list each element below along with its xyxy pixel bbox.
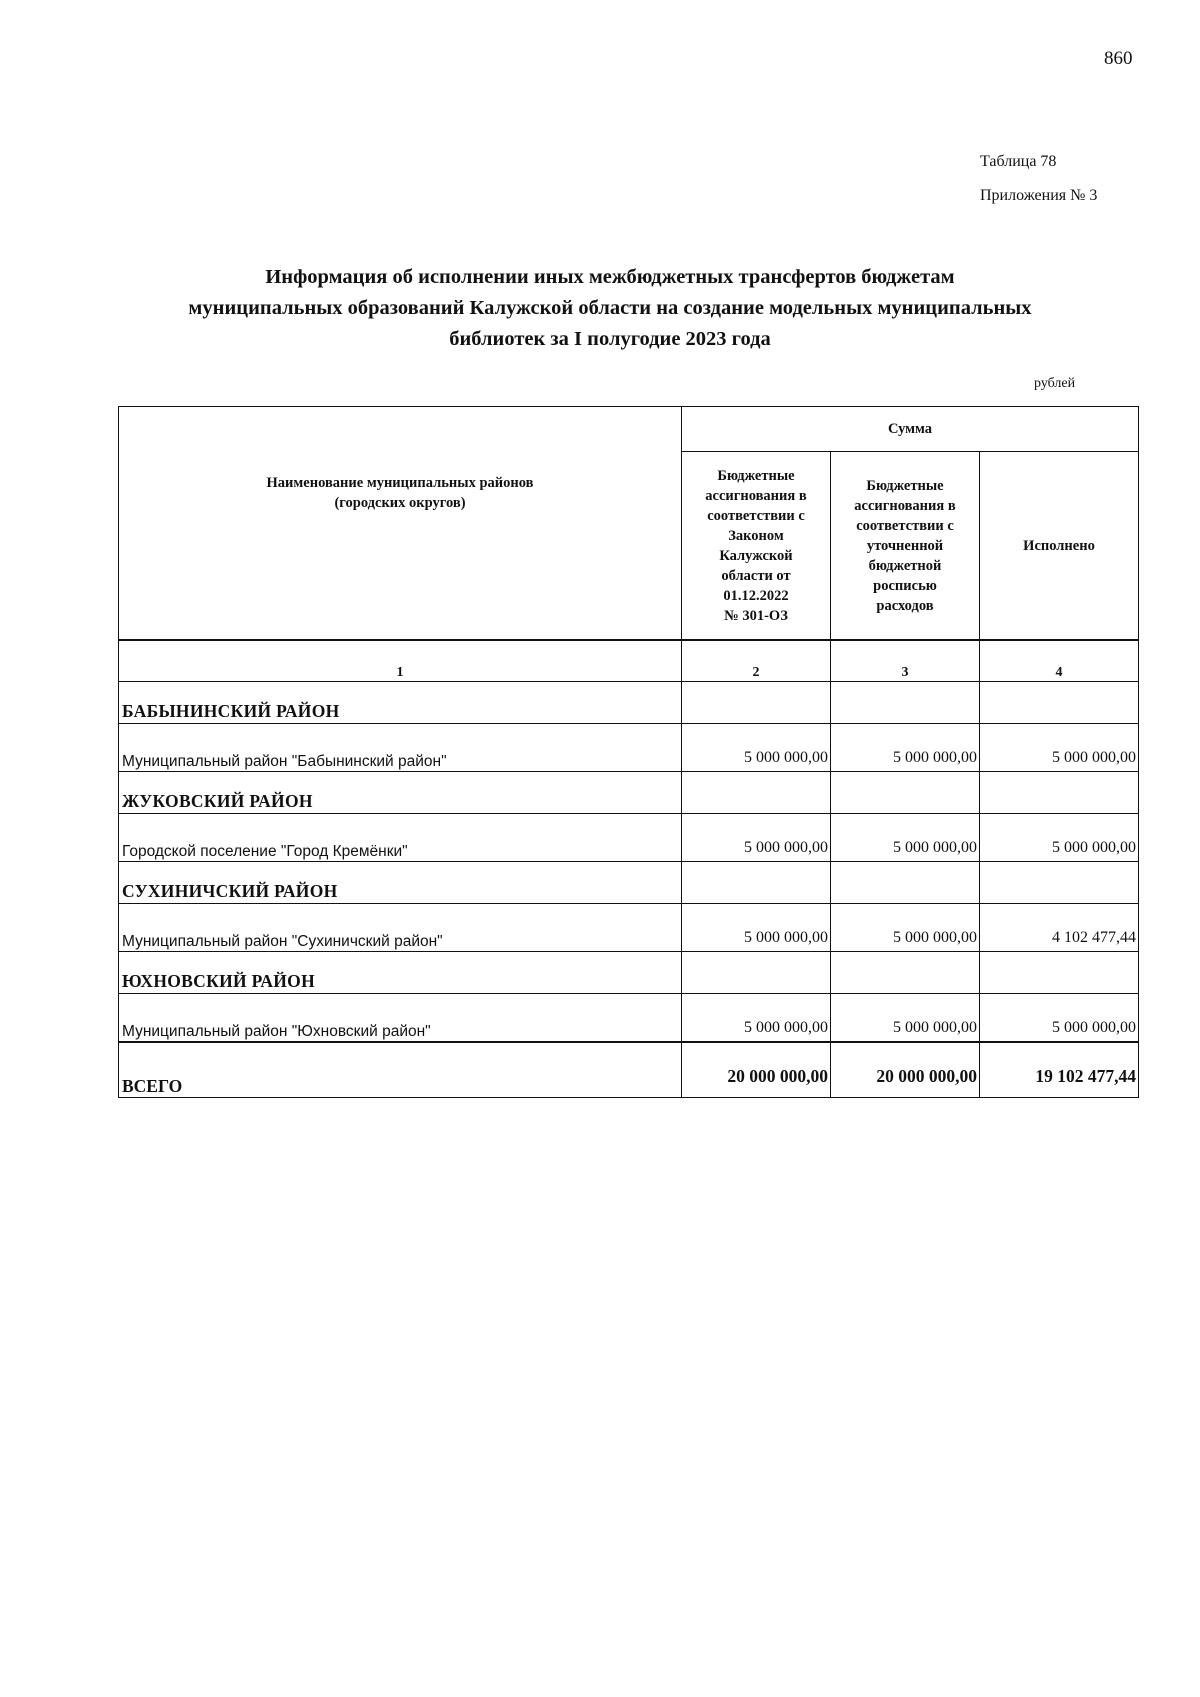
header-sum: Сумма [682, 407, 1139, 452]
header-col-law [682, 452, 831, 641]
entity-row [119, 904, 1139, 952]
entity-row [119, 724, 1139, 772]
empty-cell [980, 952, 1139, 994]
header-col2-line: Бюджетные [717, 467, 795, 484]
district-name: СУХИНИЧСКИЙ РАЙОН [119, 862, 682, 904]
empty-cell [682, 682, 831, 724]
title-line-2: муниципальных образований Калужской области на создание модельных муниципальных [188, 297, 1032, 319]
value-executed: 5 000 000,00 [980, 814, 1139, 862]
header-col2-line: Калужской [719, 547, 793, 564]
value-law: 5 000 000,00 [682, 994, 831, 1043]
district-name: ЮХНОВСКИЙ РАЙОН [119, 952, 682, 994]
header-col2-line: № 301-ОЗ [724, 607, 788, 624]
title-line-1: Информация об исполнении иных межбюджетных трансфертов бюджетам [265, 266, 955, 288]
value-law: 5 000 000,00 [682, 904, 831, 952]
value-executed: 5 000 000,00 [980, 994, 1139, 1043]
total-label: ВСЕГО [119, 1042, 682, 1098]
header-col3-line: соответствии с [856, 517, 954, 534]
header-col-executed: Исполнено [980, 452, 1139, 641]
value-executed: 4 102 477,44 [980, 904, 1139, 952]
document-title [130, 262, 1090, 355]
entity-name: Муниципальный район "Бабынинский район" [119, 724, 682, 772]
header-col3-line: ассигнования в [854, 497, 956, 514]
header-name-line-2: (городских округов) [334, 495, 466, 511]
header-col3-line: расходов [876, 597, 934, 614]
empty-cell [682, 952, 831, 994]
entity-name: Муниципальный район "Сухиничский район" [119, 904, 682, 952]
district-row [119, 862, 1139, 904]
header-col2-line: ассигнования в [705, 487, 807, 504]
table-reference: Таблица 78 [980, 153, 1057, 170]
header-name-line-1: Наименование муниципальных районов [266, 475, 534, 491]
column-number: 4 [980, 640, 1139, 682]
entity-row [119, 814, 1139, 862]
empty-cell [831, 952, 980, 994]
value-executed: 5 000 000,00 [980, 724, 1139, 772]
entity-row [119, 994, 1139, 1043]
column-number: 3 [831, 640, 980, 682]
entity-name: Муниципальный район "Юхновский район" [119, 994, 682, 1043]
report-table [118, 406, 1139, 1098]
district-row [119, 772, 1139, 814]
total-row [119, 1042, 1139, 1098]
total-law: 20 000 000,00 [682, 1042, 831, 1098]
total-executed: 19 102 477,44 [980, 1042, 1139, 1098]
header-name-column [119, 407, 682, 641]
empty-cell [980, 862, 1139, 904]
column-number: 2 [682, 640, 831, 682]
value-refined: 5 000 000,00 [831, 994, 980, 1043]
empty-cell [682, 772, 831, 814]
header-col2-line: соответствии с [707, 507, 805, 524]
value-law: 5 000 000,00 [682, 724, 831, 772]
units-label: рублей [1034, 376, 1076, 391]
value-law: 5 000 000,00 [682, 814, 831, 862]
header-col2-line: Законом [728, 527, 784, 544]
district-name: БАБЫНИНСКИЙ РАЙОН [119, 682, 682, 724]
entity-name: Городской поселение "Город Кремёнки" [119, 814, 682, 862]
district-row [119, 682, 1139, 724]
empty-cell [831, 862, 980, 904]
value-refined: 5 000 000,00 [831, 814, 980, 862]
district-row [119, 952, 1139, 994]
empty-cell [980, 772, 1139, 814]
header-col2-line: области от [721, 567, 791, 584]
header-col3-line: уточненной [866, 537, 944, 554]
header-row [119, 407, 1139, 452]
header-col3-line: бюджетной [868, 557, 942, 574]
empty-cell [682, 862, 831, 904]
header-col-refined [831, 452, 980, 641]
header-col3-line: росписью [873, 577, 937, 594]
column-numbers-row [119, 640, 1139, 682]
value-refined: 5 000 000,00 [831, 904, 980, 952]
title-line-3: библиотек за I полугодие 2023 года [449, 328, 771, 350]
empty-cell [831, 682, 980, 724]
value-refined: 5 000 000,00 [831, 724, 980, 772]
district-name: ЖУКОВСКИЙ РАЙОН [119, 772, 682, 814]
empty-cell [831, 772, 980, 814]
header-col3-line: Бюджетные [866, 477, 944, 494]
appendix-reference: Приложения № 3 [980, 187, 1098, 204]
page-number: 860 [1104, 48, 1133, 69]
column-number: 1 [119, 640, 682, 682]
empty-cell [980, 682, 1139, 724]
total-refined: 20 000 000,00 [831, 1042, 980, 1098]
header-col2-line: 01.12.2022 [723, 587, 789, 604]
